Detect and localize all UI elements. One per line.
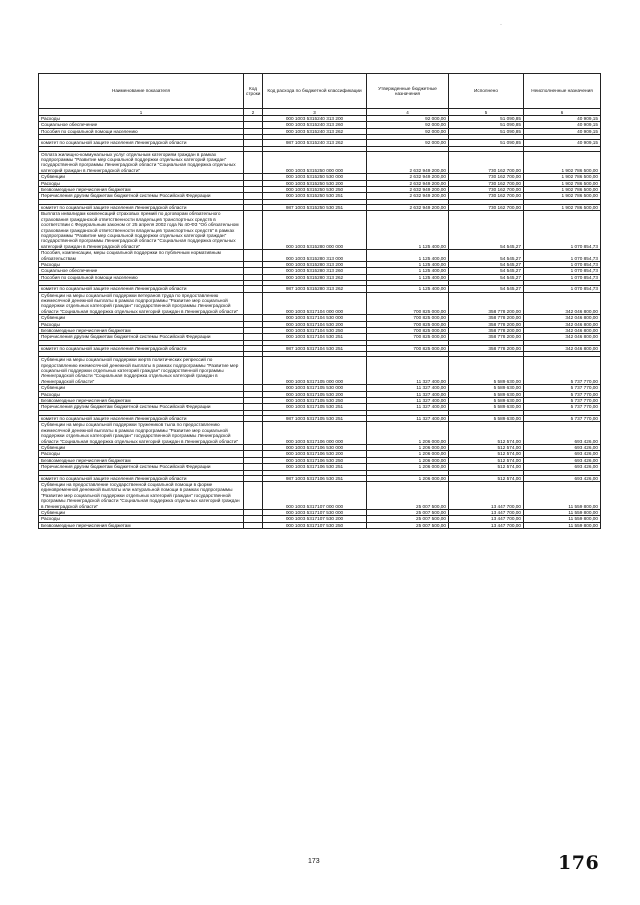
unexecuted-amount-cell: 693 426,00 <box>524 444 601 450</box>
kbk-code-cell: 000 1003 5317106 530 200 <box>263 451 367 457</box>
indicator-name-cell: Перечисления другим бюджетам бюджетной системы Российской Федерации <box>39 464 244 470</box>
kbk-code-cell: 000 1003 5317104 530 200 <box>263 321 367 327</box>
executed-amount-cell: 54 545,27 <box>449 286 524 292</box>
approved-amount-cell: 25 007 500,00 <box>367 509 449 515</box>
approved-amount-cell: 92 000,00 <box>367 140 449 146</box>
unexecuted-amount-cell: 5 737 770,00 <box>524 357 601 385</box>
executed-amount-cell: 730 162 700,00 <box>449 193 524 199</box>
executed-amount-cell: 5 589 630,00 <box>449 385 524 391</box>
kbk-code-cell: 000 1003 5315250 530 200 <box>263 180 367 186</box>
approved-amount-cell: 11 327 400,00 <box>367 391 449 397</box>
approved-amount-cell: 25 007 500,00 <box>367 481 449 509</box>
executed-amount-cell: 358 778 200,00 <box>449 292 524 315</box>
unexecuted-amount-cell: 40 909,15 <box>524 128 601 134</box>
approved-amount-cell: 700 825 000,00 <box>367 334 449 340</box>
col-header-unexecuted: Неисполненные назначения <box>524 74 601 109</box>
indicator-name-cell: Безвозмездные перечисления бюджетам <box>39 328 244 334</box>
kbk-code-cell: 987 1003 5317104 530 251 <box>263 345 367 351</box>
col-header-line-code: Код строки <box>244 74 263 109</box>
executed-amount-cell: 730 162 700,00 <box>449 174 524 180</box>
unexecuted-amount-cell: 40 909,15 <box>524 140 601 146</box>
indicator-name-cell: Социальное обеспечение <box>39 122 244 128</box>
unexecuted-amount-cell: 11 559 800,00 <box>524 481 601 509</box>
col-header-approved: Утвержденные бюджетные назначения <box>367 74 449 109</box>
indicator-name-cell: Субвенции <box>39 509 244 515</box>
table-row <box>39 475 601 481</box>
executed-amount-cell: 51 090,85 <box>449 128 524 134</box>
kbk-code-cell: 000 1003 5315240 313 200 <box>263 116 367 122</box>
unexecuted-amount-cell: 1 070 854,73 <box>524 250 601 262</box>
executed-amount-cell: 5 589 630,00 <box>449 398 524 404</box>
approved-amount-cell: 1 125 400,00 <box>367 261 449 267</box>
executed-amount-cell: 51 090,85 <box>449 122 524 128</box>
unexecuted-amount-cell: 342 046 800,00 <box>524 334 601 340</box>
table-row <box>39 140 601 146</box>
unexecuted-amount-cell: 5 737 770,00 <box>524 398 601 404</box>
executed-amount-cell: 730 162 700,00 <box>449 204 524 210</box>
indicator-name-cell: Безвозмездные перечисления бюджетам <box>39 457 244 463</box>
indicator-name-cell: Безвозмездные перечисления бюджетам <box>39 522 244 528</box>
unexecuted-amount-cell: 1 070 854,73 <box>524 286 601 292</box>
approved-amount-cell: 1 206 000,00 <box>367 444 449 450</box>
approved-amount-cell: 2 632 949 200,00 <box>367 193 449 199</box>
executed-amount-cell: 54 545,27 <box>449 211 524 250</box>
table-row <box>39 204 601 210</box>
executed-amount-cell: 13 447 700,00 <box>449 522 524 528</box>
unexecuted-amount-cell: 342 046 800,00 <box>524 292 601 315</box>
approved-amount-cell: 1 206 000,00 <box>367 464 449 470</box>
approved-amount-cell: 11 327 400,00 <box>367 404 449 410</box>
unexecuted-amount-cell: 5 737 770,00 <box>524 415 601 421</box>
approved-amount-cell: 700 825 000,00 <box>367 345 449 351</box>
kbk-code-cell: 000 1003 5315280 313 260 <box>263 268 367 274</box>
table-row <box>39 357 601 385</box>
indicator-name-cell: Расходы <box>39 261 244 267</box>
kbk-code-cell: 000 1003 5315250 000 000 <box>263 151 367 174</box>
executed-amount-cell: 5 589 630,00 <box>449 404 524 410</box>
line-code-cell <box>244 357 263 385</box>
indicator-name-cell: Оплата жилищно-коммунальных услуг отдельным категориям граждан в рамках подпрограммы "Развитие мер социальной поддержки отдельных категорий граждан" государственной программы Ленинградской области "Социальная поддержка отдельных категорий граждан в Ленинградской области" <box>39 151 244 174</box>
unexecuted-amount-cell: 342 046 800,00 <box>524 315 601 321</box>
budget-table <box>38 73 601 529</box>
approved-amount-cell: 700 825 000,00 <box>367 321 449 327</box>
unexecuted-amount-cell: 1 070 854,73 <box>524 211 601 250</box>
unexecuted-amount-cell: 342 046 800,00 <box>524 345 601 351</box>
approved-amount-cell: 1 125 400,00 <box>367 274 449 280</box>
unexecuted-amount-cell: 40 909,15 <box>524 116 601 122</box>
table-row <box>39 522 601 528</box>
col-number: 2 <box>244 109 263 116</box>
kbk-code-cell: 000 1003 5317105 000 000 <box>263 357 367 385</box>
approved-amount-cell: 2 632 949 200,00 <box>367 204 449 210</box>
indicator-name-cell: Безвозмездные перечисления бюджетам <box>39 398 244 404</box>
kbk-code-cell: 000 1003 5317105 530 251 <box>263 404 367 410</box>
approved-amount-cell: 1 125 400,00 <box>367 286 449 292</box>
unexecuted-amount-cell: 5 737 770,00 <box>524 385 601 391</box>
kbk-code-cell: 000 1003 5317106 530 250 <box>263 457 367 463</box>
approved-amount-cell: 1 206 000,00 <box>367 475 449 481</box>
kbk-code-cell: 000 1003 5317107 530 250 <box>263 522 367 528</box>
indicator-name-cell: Субвенции на меры социальной поддержки ветеранов труда по предоставлению ежемесячной денежной выплаты в рамках подпрограммы "Развитие мер социальной поддержки отдельных категорий граждан" государственной программы Ленинградской области "Социальная поддержка отдельных категорий граждан в Ленинградской области" <box>39 292 244 315</box>
line-code-cell <box>244 151 263 174</box>
approved-amount-cell: 2 632 949 200,00 <box>367 151 449 174</box>
page-stamp-number: 176 <box>558 852 600 874</box>
indicator-name-cell: Субвенции на предоставление государственной социальной помощи в форме единовременной денежной выплаты или натуральной помощи в рамках подпрограммы "Развитие мер социальной поддержки отдельных категорий граждан" государственной программы Ленинградской области "Социальная поддержка отдельных категорий граждан в Ленинградской области" <box>39 481 244 509</box>
page-number: 173 <box>308 858 320 865</box>
kbk-code-cell: 000 1003 5317104 530 000 <box>263 315 367 321</box>
executed-amount-cell: 512 574,00 <box>449 422 524 445</box>
indicator-name-cell: комитет по социальной защите населения Ленинградской области <box>39 286 244 292</box>
executed-amount-cell: 5 589 630,00 <box>449 391 524 397</box>
unexecuted-amount-cell: 11 559 800,00 <box>524 509 601 515</box>
header-row <box>39 74 601 109</box>
col-number: 4 <box>367 109 449 116</box>
indicator-name-cell: Перечисления другим бюджетам бюджетной системы Российской Федерации <box>39 404 244 410</box>
col-header-executed: Исполнено <box>449 74 524 109</box>
table-row <box>39 250 601 262</box>
approved-amount-cell: 700 825 000,00 <box>367 328 449 334</box>
kbk-code-cell: 000 1003 5317106 000 000 <box>263 422 367 445</box>
column-number-row <box>39 109 601 116</box>
table-row <box>39 457 601 463</box>
approved-amount-cell: 11 327 400,00 <box>367 385 449 391</box>
approved-amount-cell: 92 000,00 <box>367 122 449 128</box>
col-number: 1 <box>39 109 244 116</box>
executed-amount-cell: 5 589 630,00 <box>449 357 524 385</box>
indicator-name-cell: Перечисления другим бюджетам бюджетной системы Российской Федерации <box>39 334 244 340</box>
indicator-name-cell: Перечисления другим бюджетам бюджетной системы Российской Федерации <box>39 193 244 199</box>
unexecuted-amount-cell: 1 902 786 500,00 <box>524 204 601 210</box>
kbk-code-cell: 000 1003 5315280 313 200 <box>263 261 367 267</box>
kbk-code-cell: 000 1003 5317104 530 250 <box>263 328 367 334</box>
kbk-code-cell: 000 1003 5315240 313 260 <box>263 122 367 128</box>
approved-amount-cell: 2 632 949 200,00 <box>367 187 449 193</box>
table-row <box>39 187 601 193</box>
kbk-code-cell: 000 1003 5317104 530 251 <box>263 334 367 340</box>
indicator-name-cell: Выплата инвалидам компенсаций страховых премий по договорам обязательного страхования гражданской ответственности владельцев транспортных средств в соответствии с Федеральным законом от 25 апреля 2002 года № 40-ФЗ "Об обязательном страховании гражданской ответственности владельцев транспортных средств" в рамках подпрограммы "Развитие мер социальной поддержки отдельных категорий граждан" государственной программы Ленинградской области "Социальная поддержка отдельных категорий граждан в Ленинградской области" <box>39 211 244 250</box>
report-sheet <box>38 73 600 529</box>
approved-amount-cell: 2 632 949 200,00 <box>367 180 449 186</box>
kbk-code-cell: 987 1003 5317106 530 251 <box>263 475 367 481</box>
line-code-cell <box>244 522 263 528</box>
indicator-name-cell: Расходы <box>39 391 244 397</box>
unexecuted-amount-cell: 1 902 786 500,00 <box>524 193 601 199</box>
kbk-code-cell: 000 1003 5317107 000 000 <box>263 481 367 509</box>
executed-amount-cell: 54 545,27 <box>449 274 524 280</box>
kbk-code-cell: 000 1003 5315280 313 000 <box>263 250 367 262</box>
table-row <box>39 398 601 404</box>
indicator-name-cell: Безвозмездные перечисления бюджетам <box>39 187 244 193</box>
table-row <box>39 274 601 280</box>
indicator-name-cell: комитет по социальной защите населения Ленинградской области <box>39 345 244 351</box>
col-number: 3 <box>263 109 367 116</box>
table-row <box>39 292 601 315</box>
executed-amount-cell: 512 574,00 <box>449 457 524 463</box>
kbk-code-cell: 000 1003 5317107 530 200 <box>263 516 367 522</box>
executed-amount-cell: 512 574,00 <box>449 451 524 457</box>
kbk-code-cell: 000 1003 5317107 530 000 <box>263 509 367 515</box>
unexecuted-amount-cell: 693 426,00 <box>524 451 601 457</box>
table-row <box>39 481 601 509</box>
kbk-code-cell: 000 1003 5315280 313 262 <box>263 274 367 280</box>
kbk-code-cell: 000 1003 5317106 530 000 <box>263 444 367 450</box>
table-row <box>39 334 601 340</box>
kbk-code-cell: 000 1003 5317105 530 250 <box>263 398 367 404</box>
kbk-code-cell: 000 1003 5315240 313 262 <box>263 128 367 134</box>
table-row <box>39 464 601 470</box>
executed-amount-cell: 730 162 700,00 <box>449 151 524 174</box>
executed-amount-cell: 54 545,27 <box>449 250 524 262</box>
kbk-code-cell: 000 1003 5317105 530 200 <box>263 391 367 397</box>
approved-amount-cell: 92 000,00 <box>367 128 449 134</box>
unexecuted-amount-cell: 11 559 800,00 <box>524 516 601 522</box>
executed-amount-cell: 13 447 700,00 <box>449 509 524 515</box>
executed-amount-cell: 54 545,27 <box>449 261 524 267</box>
unexecuted-amount-cell: 693 426,00 <box>524 464 601 470</box>
table-row <box>39 328 601 334</box>
indicator-name-cell: Расходы <box>39 180 244 186</box>
unexecuted-amount-cell: 5 737 770,00 <box>524 391 601 397</box>
unexecuted-amount-cell: 1 070 854,73 <box>524 268 601 274</box>
table-row <box>39 345 601 351</box>
unexecuted-amount-cell: 342 046 800,00 <box>524 321 601 327</box>
indicator-name-cell: Расходы <box>39 321 244 327</box>
kbk-code-cell: 000 1003 5315250 530 251 <box>263 193 367 199</box>
unexecuted-amount-cell: 1 902 786 500,00 <box>524 174 601 180</box>
approved-amount-cell: 11 327 400,00 <box>367 398 449 404</box>
unexecuted-amount-cell: 693 426,00 <box>524 457 601 463</box>
table-row <box>39 151 601 174</box>
executed-amount-cell: 13 447 700,00 <box>449 516 524 522</box>
table-body <box>39 116 601 529</box>
kbk-code-cell: 000 1003 5315280 000 000 <box>263 211 367 250</box>
unexecuted-amount-cell: 5 737 770,00 <box>524 404 601 410</box>
indicator-name-cell: комитет по социальной защите населения Ленинградской области <box>39 204 244 210</box>
table-row <box>39 404 601 410</box>
kbk-code-cell: 987 1003 5315250 530 251 <box>263 204 367 210</box>
executed-amount-cell: 358 778 200,00 <box>449 334 524 340</box>
approved-amount-cell: 92 000,00 <box>367 116 449 122</box>
kbk-code-cell: 987 1003 5317105 530 251 <box>263 415 367 421</box>
approved-amount-cell: 1 125 400,00 <box>367 211 449 250</box>
approved-amount-cell: 1 206 000,00 <box>367 457 449 463</box>
kbk-code-cell: 000 1003 5317104 000 000 <box>263 292 367 315</box>
executed-amount-cell: 512 574,00 <box>449 444 524 450</box>
line-code-cell <box>244 292 263 315</box>
col-header-kbk: Код расхода по бюджетной классификации <box>263 74 367 109</box>
indicator-name-cell: Расходы <box>39 116 244 122</box>
table-row <box>39 286 601 292</box>
col-number: 6 <box>524 109 601 116</box>
indicator-name-cell: Субвенции на меры социальной поддержки жертв политических репрессий по предоставлению ежемесячной денежной выплаты в рамках подпрограммы "Развитие мер социальной поддержки отдельных категорий граждан" государственной программы Ленинградской области "Социальная поддержка отдельных категорий граждан в Ленинградской области" <box>39 357 244 385</box>
indicator-name-cell: Пособия по социальной помощи населению <box>39 274 244 280</box>
approved-amount-cell: 25 007 500,00 <box>367 516 449 522</box>
unexecuted-amount-cell: 1 902 786 500,00 <box>524 187 601 193</box>
approved-amount-cell: 1 206 000,00 <box>367 451 449 457</box>
approved-amount-cell: 11 327 400,00 <box>367 357 449 385</box>
indicator-name-cell: Субвенции <box>39 385 244 391</box>
indicator-name-cell: Расходы <box>39 451 244 457</box>
executed-amount-cell: 5 589 630,00 <box>449 415 524 421</box>
unexecuted-amount-cell: 693 426,00 <box>524 475 601 481</box>
indicator-name-cell: комитет по социальной защите населения Ленинградской области <box>39 415 244 421</box>
line-code-cell <box>244 422 263 445</box>
kbk-code-cell: 987 1003 5315240 313 262 <box>263 140 367 146</box>
unexecuted-amount-cell: 1 070 854,73 <box>524 261 601 267</box>
executed-amount-cell: 730 162 700,00 <box>449 187 524 193</box>
indicator-name-cell: комитет по социальной защите населения Ленинградской области <box>39 475 244 481</box>
line-code-cell <box>244 250 263 262</box>
scan-mark: · <box>500 22 502 28</box>
executed-amount-cell: 358 778 200,00 <box>449 345 524 351</box>
approved-amount-cell: 700 825 000,00 <box>367 292 449 315</box>
unexecuted-amount-cell: 40 909,15 <box>524 122 601 128</box>
unexecuted-amount-cell: 693 426,00 <box>524 422 601 445</box>
approved-amount-cell: 2 632 949 200,00 <box>367 174 449 180</box>
executed-amount-cell: 51 090,85 <box>449 116 524 122</box>
line-code-cell <box>244 481 263 509</box>
executed-amount-cell: 358 778 200,00 <box>449 315 524 321</box>
executed-amount-cell: 512 574,00 <box>449 475 524 481</box>
indicator-name-cell: Пособия, компенсации, меры социальной поддержки по публичным нормативным обязательствам <box>39 250 244 262</box>
table-row <box>39 422 601 445</box>
unexecuted-amount-cell: 1 902 786 500,00 <box>524 151 601 174</box>
executed-amount-cell: 13 447 700,00 <box>449 481 524 509</box>
col-header-name: Наименование показателя <box>39 74 244 109</box>
unexecuted-amount-cell: 11 559 800,00 <box>524 522 601 528</box>
executed-amount-cell: 358 778 200,00 <box>449 328 524 334</box>
kbk-code-cell: 000 1003 5317106 530 251 <box>263 464 367 470</box>
executed-amount-cell: 54 545,27 <box>449 268 524 274</box>
kbk-code-cell: 000 1003 5315250 530 250 <box>263 187 367 193</box>
executed-amount-cell: 51 090,85 <box>449 140 524 146</box>
indicator-name-cell: Субвенции <box>39 174 244 180</box>
indicator-name-cell: Субвенции <box>39 315 244 321</box>
approved-amount-cell: 1 125 400,00 <box>367 268 449 274</box>
indicator-name-cell: Субвенции на меры социальной поддержки тружеников тыла по предоставлению ежемесячной денежной выплаты в рамках подпрограммы "Развитие мер социальной поддержки отдельных категорий граждан" государственной программы Ленинградской области "Социальная поддержка отдельных категорий граждан в Ленинградской области" <box>39 422 244 445</box>
indicator-name-cell: комитет по социальной защите населения Ленинградской области <box>39 140 244 146</box>
table-row <box>39 193 601 199</box>
executed-amount-cell: 730 162 700,00 <box>449 180 524 186</box>
kbk-code-cell: 000 1003 5317105 530 000 <box>263 385 367 391</box>
table-row <box>39 415 601 421</box>
executed-amount-cell: 512 574,00 <box>449 464 524 470</box>
col-number: 5 <box>449 109 524 116</box>
executed-amount-cell: 358 778 200,00 <box>449 321 524 327</box>
unexecuted-amount-cell: 342 046 800,00 <box>524 328 601 334</box>
table-row <box>39 128 601 134</box>
line-code-cell <box>244 211 263 250</box>
unexecuted-amount-cell: 1 902 786 500,00 <box>524 180 601 186</box>
indicator-name-cell: Расходы <box>39 516 244 522</box>
approved-amount-cell: 1 206 000,00 <box>367 422 449 445</box>
indicator-name-cell: Субвенции <box>39 444 244 450</box>
approved-amount-cell: 25 007 500,00 <box>367 522 449 528</box>
approved-amount-cell: 700 825 000,00 <box>367 315 449 321</box>
table-row <box>39 211 601 250</box>
approved-amount-cell: 1 125 400,00 <box>367 250 449 262</box>
indicator-name-cell: Социальное обеспечение <box>39 268 244 274</box>
unexecuted-amount-cell: 1 070 854,73 <box>524 274 601 280</box>
kbk-code-cell: 000 1003 5315250 530 000 <box>263 174 367 180</box>
kbk-code-cell: 987 1003 5315280 313 262 <box>263 286 367 292</box>
approved-amount-cell: 11 327 400,00 <box>367 415 449 421</box>
indicator-name-cell: Пособия по социальной помощи населению <box>39 128 244 134</box>
